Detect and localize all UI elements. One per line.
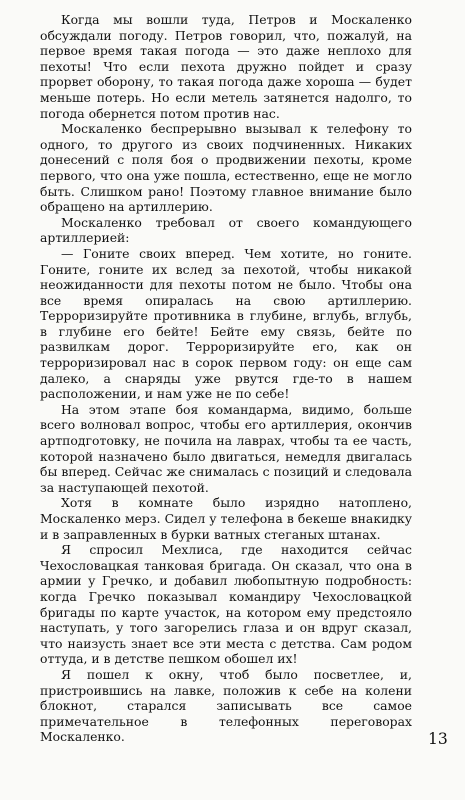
paragraph-6: Хотя в комнате было изрядно натоплено, Москаленко мерз. Сидел у телефона в бекеше внакидку и в заправленных в бурки ватных стеганых штанах. (40, 495, 412, 542)
paragraph-3: Москаленко требовал от своего командующего артиллерией: (40, 214, 412, 246)
paragraph-4: — Гоните своих вперед. Чем хотите, но гоните. Гоните, гоните их вслед за пехотой, чтобы никакой неожиданности для пехоты потом не было. Чтобы она все время опиралась на свою артиллерию. Терроризируйте противника в глубине, вглубь, вглубь, в глубине его бейте! Бейте ему связь, бейте по развилкам дорог. Терроризируйте его, как он терроризировал нас в сорок первом году: он еще сам далеко, а снаряды уже рвутся где-то в нашем расположении, и нам уже не по себе! (40, 245, 412, 402)
book-page (40, 12, 412, 772)
paragraph-2: Москаленко беспрерывно вызывал к телефону то одного, то другого из своих подчиненных. Никаких донесений с поля боя о продвижении пехоты, кроме первого, что она уже пошла, естественно, еще не могло быть. Слишком рано! Поэтому главное внимание было обращено на артиллерию. (40, 121, 412, 215)
paragraph-1: Когда мы вошли туда, Петров и Москаленко обсуждали погоду. Петров говорил, что, пожалуй, на первое время такая погода — это даже неплохо для пехоты! Что если пехота дружно пойдет и сразу прорвет оборону, то такая погода даже хороша — будет меньше потерь. Но если метель затянется надолго, то погода обернется потом против нас. (40, 12, 412, 121)
paragraph-7: Я спросил Мехлиса, где находится сейчас Чехословацкая танковая бригада. Он сказал, что она в армии у Гречко, и добавил любопытную подробность: когда Гречко показывал командиру Чехословацкой бригады по карте участок, на котором ему предстояло наступать, у того загорелись глаза и он вдруг сказал, что наизусть знает все эти места с детства. Сам родом оттуда, и в детстве пешком обошел их! (40, 542, 412, 667)
page-number: 13 (428, 730, 448, 748)
paragraph-5: На этом этапе боя командарма, видимо, больше всего волновал вопрос, чтобы его артиллерия, окончив артподготовку, не почила на лаврах, чтобы та ее часть, которой назначено было двигаться, немедля двигалась бы вперед. Сейчас же снималась с позиций и следовала за наступающей пехотой. (40, 401, 412, 495)
paragraph-8: Я пошел к окну, чтоб было посветлее, и, пристроившись на лавке, положив к себе на колени блокнот, старался записывать все самое примечательное в телефонных переговорах Москаленко. (40, 666, 412, 745)
